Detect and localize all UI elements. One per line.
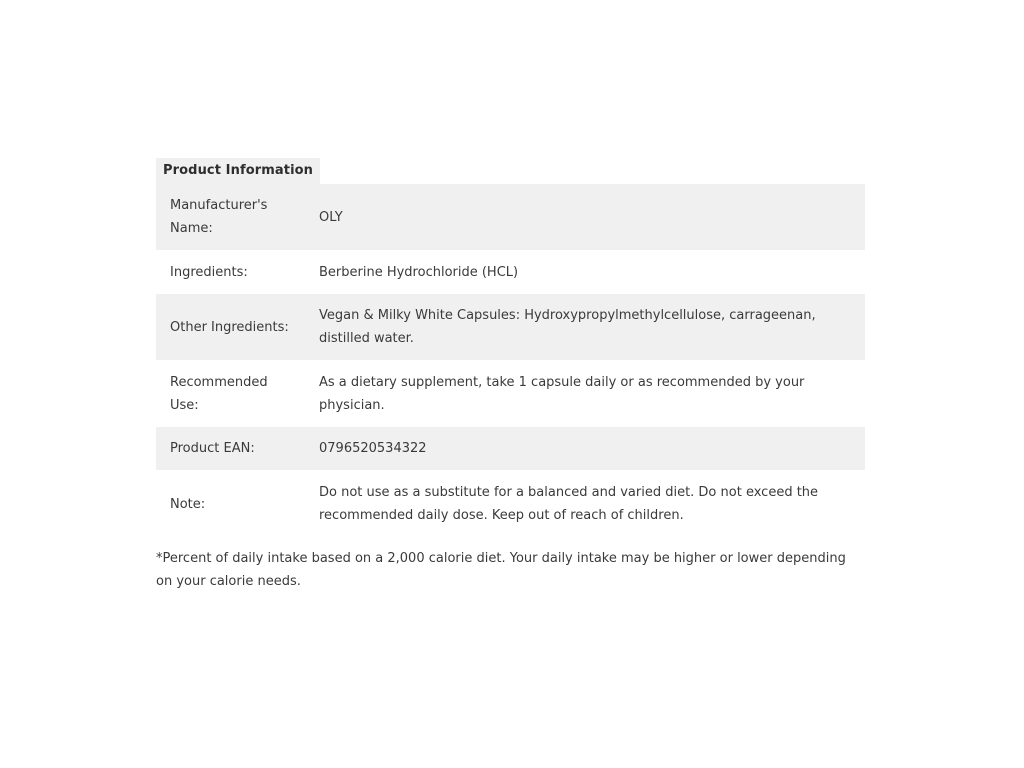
row-label-ingredients: Ingredients: <box>170 264 248 280</box>
row-value-recommended-use: As a dietary supplement, take 1 capsule daily or as recommended by your physician. <box>319 374 805 413</box>
table-row <box>156 470 865 538</box>
row-value-manufacturer: OLY <box>319 209 343 225</box>
row-label-other-ingredients: Other Ingredients: <box>170 319 289 335</box>
footnote-text: *Percent of daily intake based on a 2,000 calorie diet. Your daily intake may be higher or lower depending on your calorie needs. <box>156 551 846 589</box>
table-row <box>156 250 865 294</box>
row-label-note: Note: <box>170 496 206 512</box>
table-row <box>156 360 865 427</box>
product-info-table <box>156 184 865 538</box>
row-label-product-ean: Product EAN: <box>170 441 255 456</box>
tab-product-information[interactable]: Product Information <box>156 158 320 184</box>
table-row <box>156 294 865 360</box>
table-row <box>156 427 865 470</box>
product-info-section <box>156 158 865 593</box>
row-value-note: Do not use as a substitute for a balanced and varied diet. Do not exceed the recommended daily dose. Keep out of reach of children. <box>319 485 819 523</box>
row-label-manufacturer: Manufacturer's Name: <box>170 198 268 236</box>
row-label-recommended-use: Recommended Use: <box>170 374 268 413</box>
row-value-product-ean: 0796520534322 <box>319 441 427 456</box>
row-value-ingredients: Berberine Hydrochloride (HCL) <box>319 264 519 280</box>
row-value-other-ingredients: Vegan & Milky White Capsules: Hydroxypropylmethylcellulose, carrageenan, distilled water. <box>319 308 816 346</box>
table-row <box>156 184 865 250</box>
